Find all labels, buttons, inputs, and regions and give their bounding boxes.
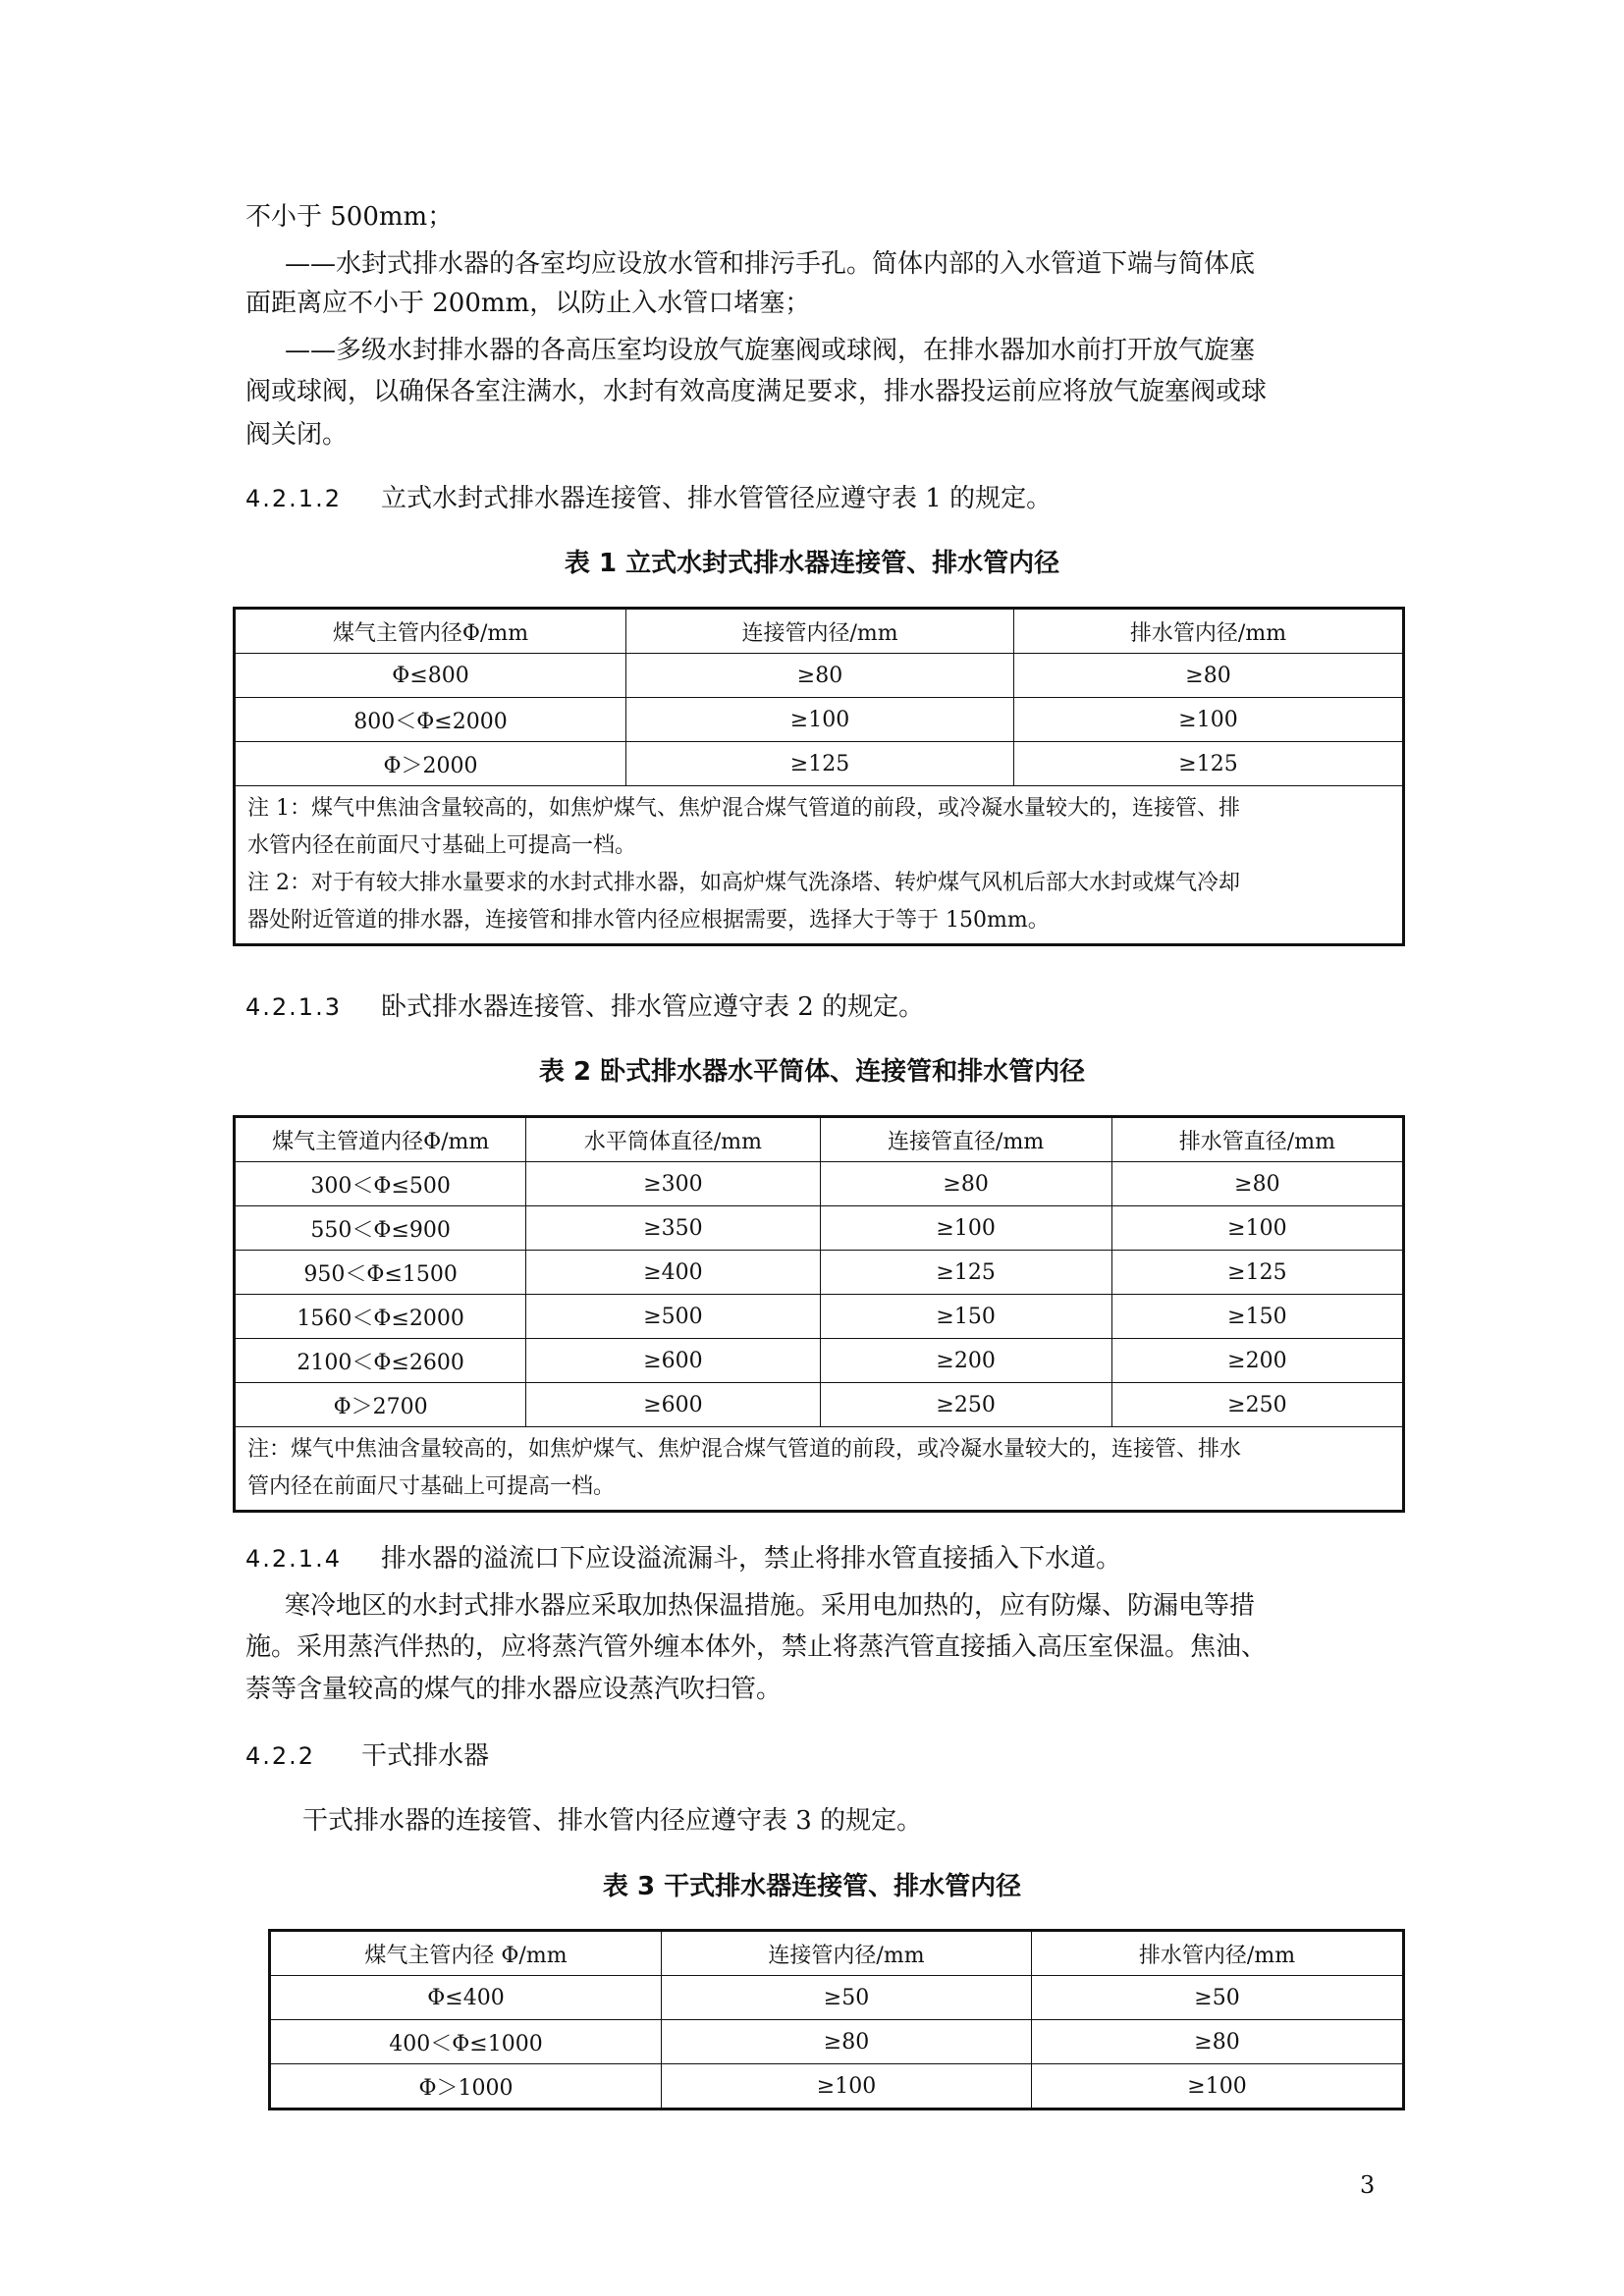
table-cell: ≥125 bbox=[820, 1251, 1111, 1295]
table-header-cell: 连接管内径/mm bbox=[626, 609, 1014, 654]
table-cell: ≥125 bbox=[626, 742, 1014, 786]
table-header-cell: 排水管内径/mm bbox=[1014, 609, 1404, 654]
table-cell: Φ≤800 bbox=[235, 654, 626, 698]
table-row bbox=[270, 2064, 1404, 2109]
table-cell: ≥150 bbox=[1111, 1295, 1403, 1339]
table-row bbox=[270, 2020, 1404, 2064]
table-cell: ≥125 bbox=[1111, 1251, 1403, 1295]
paragraph-line: 面距离应不小于 200mm，以防止入水管口堵塞； bbox=[245, 289, 811, 318]
table-row bbox=[235, 1251, 1404, 1295]
table-row bbox=[235, 1162, 1404, 1206]
table-cell: Φ＞2700 bbox=[235, 1383, 526, 1427]
table-cell: 400＜Φ≤1000 bbox=[270, 2020, 662, 2064]
table3-caption: 表 3 干式排水器连接管、排水管内径 bbox=[602, 1872, 1022, 1901]
paragraph-line: ——水封式排水器的各室均应设放水管和排污手孔。简体内部的入水管道下端与简体底 bbox=[285, 249, 1256, 279]
note-line: 器处附近管道的排水器，连接管和排水管内径应根据需要，选择大于等于 150mm。 bbox=[247, 908, 1050, 933]
table-header-cell: 连接管直径/mm bbox=[820, 1117, 1111, 1162]
table-note-row bbox=[235, 1427, 1404, 1512]
paragraph-line: 萘等含量较高的煤气的排水器应设蒸汽吹扫管。 bbox=[245, 1675, 783, 1704]
table-header-row bbox=[235, 1117, 1404, 1162]
section-number: 4.2.2 bbox=[245, 1742, 316, 1770]
table-cell: 550＜Φ≤900 bbox=[235, 1206, 526, 1251]
table-cell: 800＜Φ≤2000 bbox=[235, 698, 626, 742]
note-line: 管内径在前面尺寸基础上可提高一档。 bbox=[247, 1474, 616, 1499]
table-cell: ≥50 bbox=[1032, 1976, 1404, 2020]
table-cell: ≥80 bbox=[1014, 654, 1404, 698]
table-cell: 300＜Φ≤500 bbox=[235, 1162, 526, 1206]
table-header-cell: 煤气主管内径 Φ/mm bbox=[270, 1931, 662, 1976]
clause-4-2-1-4 bbox=[245, 1541, 1121, 1576]
section-title: 干式排水器 bbox=[361, 1741, 490, 1771]
table-cell: ≥80 bbox=[1111, 1162, 1403, 1206]
paragraph-line: 寒冷地区的水封式排水器应采取加热保温措施。采用电加热的，应有防爆、防漏电等措 bbox=[285, 1591, 1256, 1621]
table-note bbox=[235, 1427, 1404, 1512]
table-cell: ≥600 bbox=[526, 1339, 820, 1383]
table-row bbox=[235, 742, 1404, 786]
table-header-cell: 水平筒体直径/mm bbox=[526, 1117, 820, 1162]
table-row bbox=[270, 1976, 1404, 2020]
table-cell: ≥80 bbox=[662, 2020, 1032, 2064]
paragraph-line: 阀或球阀，以确保各室注满水，水封有效高度满足要求，排水器投运前应将放气旋塞阀或球 bbox=[245, 377, 1268, 406]
clause-4-2-1-3 bbox=[245, 989, 924, 1025]
table-cell: ≥200 bbox=[820, 1339, 1111, 1383]
table2 bbox=[233, 1115, 1405, 1513]
table-header-cell: 排水管直径/mm bbox=[1111, 1117, 1403, 1162]
table-cell: Φ＞1000 bbox=[270, 2064, 662, 2109]
note-line: 注 2：对于有较大排水量要求的水封式排水器，如高炉煤气洗涤塔、转炉煤气风机后部大水封或煤气冷却 bbox=[247, 871, 1240, 895]
table-cell: ≥150 bbox=[820, 1295, 1111, 1339]
table-row bbox=[235, 1383, 1404, 1427]
table-header-cell: 连接管内径/mm bbox=[662, 1931, 1032, 1976]
table-cell: ≥100 bbox=[1014, 698, 1404, 742]
paragraph-line: 阀关闭。 bbox=[245, 420, 349, 450]
table-cell: ≥80 bbox=[626, 654, 1014, 698]
table-row bbox=[235, 1295, 1404, 1339]
table-cell: ≥600 bbox=[526, 1383, 820, 1427]
table3 bbox=[268, 1929, 1405, 2110]
table-cell: ≥100 bbox=[662, 2064, 1032, 2109]
table-cell: ≥100 bbox=[1032, 2064, 1404, 2109]
paragraph-line: 不小于 500mm； bbox=[245, 202, 454, 232]
paragraph-line: 干式排水器的连接管、排水管内径应遵守表 3 的规定。 bbox=[302, 1806, 923, 1836]
clause-4-2-1-2 bbox=[245, 481, 1052, 516]
table1 bbox=[233, 607, 1405, 946]
table-row bbox=[235, 654, 1404, 698]
table-row bbox=[235, 698, 1404, 742]
table-note-row bbox=[235, 786, 1404, 945]
table-cell: 2100＜Φ≤2600 bbox=[235, 1339, 526, 1383]
table-header-row bbox=[270, 1931, 1404, 1976]
table-cell: Φ≤400 bbox=[270, 1976, 662, 2020]
note-line: 注：煤气中焦油含量较高的，如焦炉煤气、焦炉混合煤气管道的前段，或冷凝水量较大的，连接管、排水 bbox=[247, 1437, 1242, 1462]
clause-text: 卧式排水器连接管、排水管应遵守表 2 的规定。 bbox=[381, 992, 925, 1022]
table-cell: Φ＞2000 bbox=[235, 742, 626, 786]
table-cell: ≥500 bbox=[526, 1295, 820, 1339]
clause-text: 立式水封式排水器连接管、排水管管径应遵守表 1 的规定。 bbox=[381, 484, 1053, 513]
table-cell: ≥100 bbox=[626, 698, 1014, 742]
page-number: 3 bbox=[1360, 2171, 1376, 2199]
table-cell: ≥50 bbox=[662, 1976, 1032, 2020]
clause-number: 4.2.1.2 bbox=[245, 485, 342, 512]
clause-number: 4.2.1.3 bbox=[245, 993, 342, 1021]
paragraph-line: 施。采用蒸汽伴热的，应将蒸汽管外缠本体外，禁止将蒸汽管直接插入高压室保温。焦油、 bbox=[245, 1632, 1268, 1662]
clause-number: 4.2.1.4 bbox=[245, 1545, 342, 1573]
table-cell: ≥250 bbox=[820, 1383, 1111, 1427]
table-cell: ≥125 bbox=[1014, 742, 1404, 786]
table-row bbox=[235, 1339, 1404, 1383]
table-cell: 1560＜Φ≤2000 bbox=[235, 1295, 526, 1339]
table-row bbox=[235, 1206, 1404, 1251]
table1-caption: 表 1 立式水封式排水器连接管、排水管内径 bbox=[564, 549, 1060, 578]
table-cell: ≥80 bbox=[1032, 2020, 1404, 2064]
table-header-cell: 排水管内径/mm bbox=[1032, 1931, 1404, 1976]
table-cell: ≥350 bbox=[526, 1206, 820, 1251]
table-cell: 950＜Φ≤1500 bbox=[235, 1251, 526, 1295]
note-line: 水管内径在前面尺寸基础上可提高一档。 bbox=[247, 833, 637, 858]
table-cell: ≥80 bbox=[820, 1162, 1111, 1206]
table-header-row bbox=[235, 609, 1404, 654]
table-cell: ≥300 bbox=[526, 1162, 820, 1206]
table-cell: ≥200 bbox=[1111, 1339, 1403, 1383]
table-header-cell: 煤气主管内径Φ/mm bbox=[235, 609, 626, 654]
paragraph-line: ——多级水封排水器的各高压室均设放气旋塞阀或球阀，在排水器加水前打开放气旋塞 bbox=[285, 336, 1256, 365]
table-cell: ≥400 bbox=[526, 1251, 820, 1295]
table2-caption: 表 2 卧式排水器水平筒体、连接管和排水管内径 bbox=[538, 1057, 1086, 1087]
clause-text: 排水器的溢流口下应设溢流漏斗，禁止将排水管直接插入下水道。 bbox=[381, 1544, 1122, 1574]
table-cell: ≥100 bbox=[1111, 1206, 1403, 1251]
table-note bbox=[235, 786, 1404, 945]
note-line: 注 1：煤气中焦油含量较高的，如焦炉煤气、焦炉混合煤气管道的前段，或冷凝水量较大的，连接管、排 bbox=[247, 796, 1240, 821]
table-header-cell: 煤气主管道内径Φ/mm bbox=[235, 1117, 526, 1162]
table-cell: ≥250 bbox=[1111, 1383, 1403, 1427]
section-heading-4-2-2 bbox=[245, 1738, 489, 1774]
table-cell: ≥100 bbox=[820, 1206, 1111, 1251]
